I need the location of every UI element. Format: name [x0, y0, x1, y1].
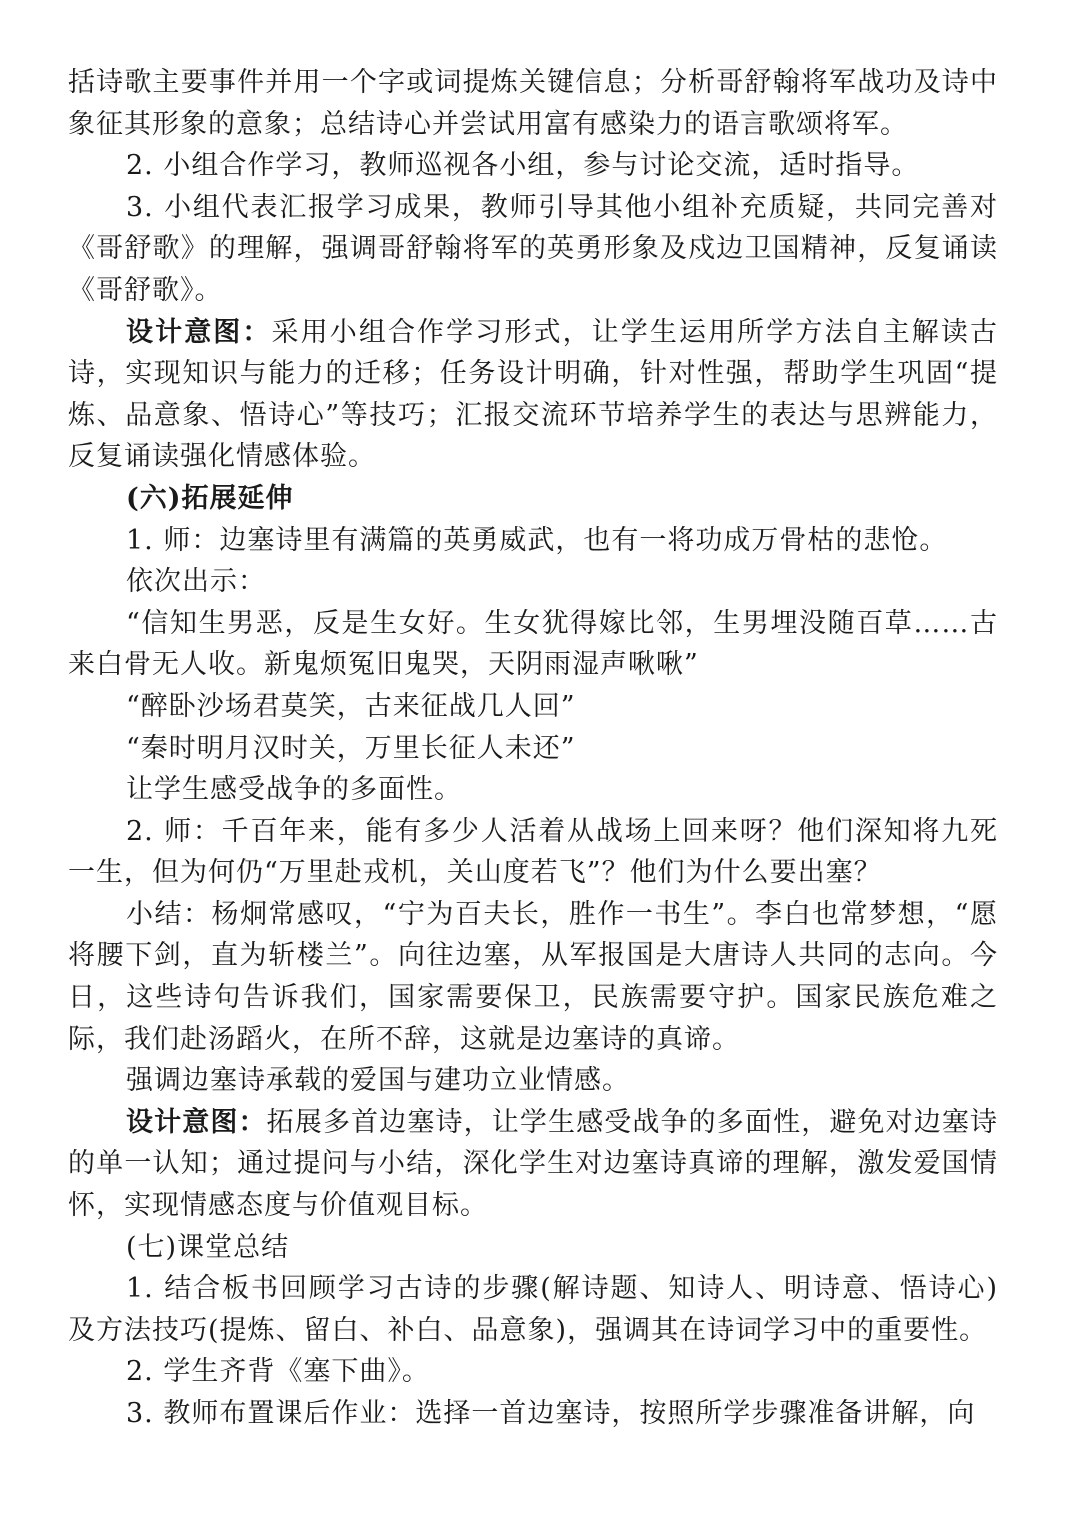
paragraph-teacher-2 [68, 811, 998, 894]
paragraph-text: 3. 小组代表汇报学习成果，教师引导其他小组补充质疑，共同完善对《哥舒歌》的理解，强调哥舒翰将军的英勇形象及戍边卫国精神，反复诵读《哥舒歌》。 [68, 191, 998, 306]
paragraph-review-1 [68, 1268, 998, 1351]
section-heading-text: (六)拓展延伸 [126, 482, 294, 514]
quote-text: “信知生男恶，反是生女好。生女犹得嫁比邻，生男埋没随百草……古来白骨无人收。新鬼烦冤旧鬼哭，天阴雨湿声啾啾” [68, 607, 998, 681]
paragraph-feel-war [68, 769, 998, 811]
paragraph-text: 2. 小组合作学习，教师巡视各小组，参与讨论交流，适时指导。 [126, 150, 920, 182]
paragraph-text: 采用小组合作学习形式，让学生运用所学方法自主解读古诗，实现知识与能力的迁移；任务设计明确，针对性强，帮助学生巩固“提炼、品意象、悟诗心”等技巧；汇报交流环节培养学生的表达与思辨能力，反复诵读强化情感体验。 [68, 316, 999, 473]
paragraph-teacher-1 [68, 520, 998, 562]
paragraph-text: 1. 师：边塞诗里有满篇的英勇威武，也有一将功成万骨枯的悲怆。 [126, 524, 948, 556]
paragraph-text: 小结：杨炯常感叹，“宁为百夫长，胜作一书生”。李白也常梦想，“愿将腰下剑，直为斩楼兰”。向往边塞，从军报国是大唐诗人共同的志向。今日，这些诗句告诉我们，国家需要保卫，民族需要守护。国家民族危难之际，我们赴汤蹈火，在所不辞，这就是边塞诗的真谛。 [68, 898, 998, 1055]
paragraph-text: 3. 教师布置课后作业：选择一首边塞诗，按照所学步骤准备讲解，向 [126, 1398, 976, 1429]
design-intent-paragraph [68, 312, 998, 478]
design-intent-paragraph [68, 1102, 998, 1227]
paragraph-text: 依次出示： [126, 566, 266, 598]
document-page [68, 62, 998, 1435]
design-intent-label: 设计意图： [126, 316, 272, 348]
design-intent-label: 设计意图： [126, 1106, 267, 1138]
paragraph-emphasis [68, 1060, 998, 1102]
quote-poem-2 [68, 686, 998, 728]
quote-text: “醉卧沙场君莫笑，古来征战几人回” [126, 690, 576, 722]
section-heading-text: (七)课堂总结 [126, 1231, 290, 1263]
section-heading-extension [68, 478, 998, 520]
paragraph-homework-3 [68, 1393, 998, 1435]
paragraph-text: 2. 师：千百年来，能有多少人活着从战场上回来呀？他们深知将九死一生，但为何仍“万里赴戎机，关山度若飞”？他们为什么要出塞？ [68, 815, 998, 889]
paragraph-summary [68, 894, 998, 1060]
quote-text: “秦时明月汉时关，万里长征人未还” [126, 732, 576, 764]
paragraph-show-in-order [68, 561, 998, 603]
paragraph-step-3 [68, 187, 998, 312]
paragraph-step-2 [68, 145, 998, 187]
paragraph-recite-2 [68, 1351, 998, 1393]
paragraph-text: 强调边塞诗承载的爱国与建功立业情感。 [126, 1065, 630, 1097]
paragraph-text: 让学生感受战争的多面性。 [126, 774, 462, 806]
paragraph-text: 拓展多首边塞诗，让学生感受战争的多面性，避免对边塞诗的单一认知；通过提问与小结，深化学生对边塞诗真谛的理解，激发爱国情怀，实现情感态度与价值观目标。 [68, 1106, 999, 1222]
quote-poem-3 [68, 728, 998, 770]
paragraph-continuation [68, 62, 998, 145]
paragraph-text: 1. 结合板书回顾学习古诗的步骤(解诗题、知诗人、明诗意、悟诗心)及方法技巧(提炼、留白、补白、品意象)，强调其在诗词学习中的重要性。 [68, 1273, 998, 1346]
paragraph-text: 括诗歌主要事件并用一个字或词提炼关键信息；分析哥舒翰将军战功及诗中象征其形象的意象；总结诗心并尝试用富有感染力的语言歌颂将军。 [68, 67, 998, 140]
quote-poem-1 [68, 603, 998, 686]
paragraph-text: 2. 学生齐背《塞下曲》。 [126, 1356, 430, 1388]
section-heading-summary [68, 1227, 998, 1269]
